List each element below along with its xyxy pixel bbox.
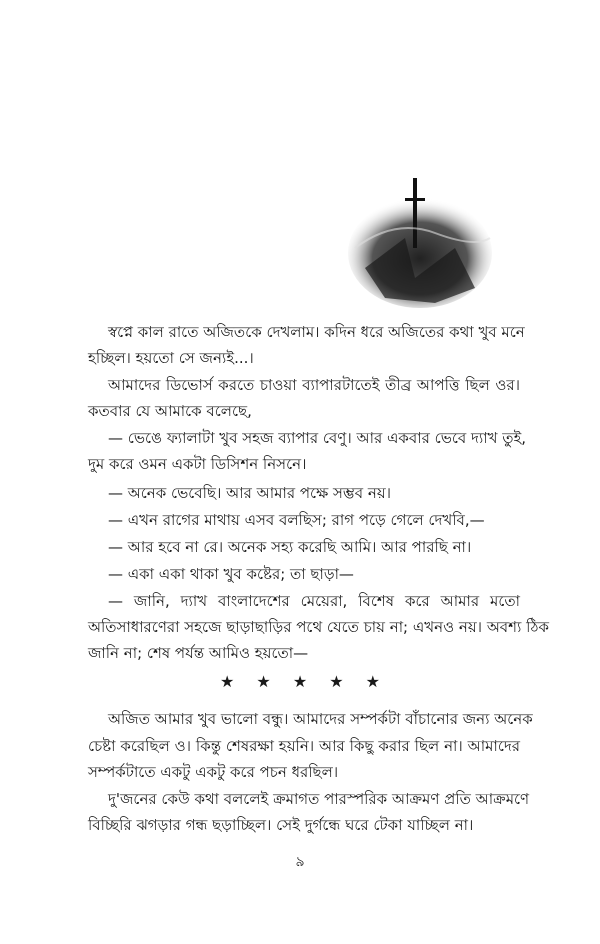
page-number: ৯ (295, 854, 305, 870)
text-line: — এখন রাগের মাথায় এসব বলছিস; রাগ পড়ে গেলে দেখবি,— (108, 511, 485, 529)
text-line: দুম করে ওমন একটা ডিসিশন নিসনে। (88, 455, 307, 473)
text-line: অতিসাধারণেরা সহজে ছাড়াছাড়ির পথে যেতে চায় না; এখনও নয়। অবশ্য ঠিক (88, 618, 549, 636)
text-line: — আর হবে না রে। অনেক সহ্য করেছি আমি। আর পারছি না। (108, 538, 472, 556)
section-separator (220, 672, 380, 691)
text-line: — অনেক ভেবেছি। আর আমার পক্ষে সম্ভব নয়। (108, 484, 392, 502)
text-line: অজিত আমার খুব ভালো বন্ধু। আমাদের সম্পর্কটা বাঁচানোর জন্য অনেক (108, 710, 533, 728)
text-line: দু'জনের কেউ কথা বললেই ক্রমাগত পারস্পরিক আক্রমণ প্রতি আক্রমণে (108, 790, 530, 808)
star-icon: ★ (292, 672, 308, 691)
text-line: জানি না; শেষ পর্যন্ত আমিও হয়তো— (88, 644, 309, 662)
star-icon: ★ (329, 672, 344, 691)
text-line: — একা একা থাকা খুব কষ্টের; তা ছাড়া— (108, 565, 354, 583)
star-icon: ★ (220, 672, 235, 691)
text-line: কতবার যে আমাকে বলেছে, (88, 402, 252, 420)
star-icon: ★ (256, 672, 271, 691)
chapter-illustration (345, 178, 495, 313)
text-line: — ভেঙে ফ্যালাটা খুব সহজ ব্যাপার বেণু। আর একবার ভেবে দ্যাখ তুই, (108, 429, 527, 447)
text-line: হচ্ছিল। হয়তো সে জন্যই...। (88, 349, 254, 367)
text-line: সম্পর্কটাতে একটু একটু করে পচন ধরছিল। (88, 763, 339, 781)
text-line: স্বপ্নে কাল রাতে অজিতকে দেখলাম। কদিন ধরে অজিতের কথা খুব মনে (108, 323, 525, 341)
text-line: চেষ্টা করেছিল ও। কিন্তু শেষরক্ষা হয়নি। আর কিছু করার ছিল না। আমাদের (88, 737, 520, 755)
star-icon: ★ (365, 672, 380, 691)
text-line: আমাদের ডিভোর্স করতে চাওয়া ব্যাপারটাতেই তীব্র আপত্তি ছিল ওর। (108, 376, 520, 394)
text-line: — জানি, দ্যাখ বাংলাদেশের মেয়েরা, বিশেষ করে আমার মতো (108, 592, 520, 610)
text-line: বিচ্ছিরি ঝগড়ার গন্ধ ছড়াচ্ছিল। সেই দুর্গন্ধে ঘরে টেকা যাচ্ছিল না। (88, 816, 474, 834)
